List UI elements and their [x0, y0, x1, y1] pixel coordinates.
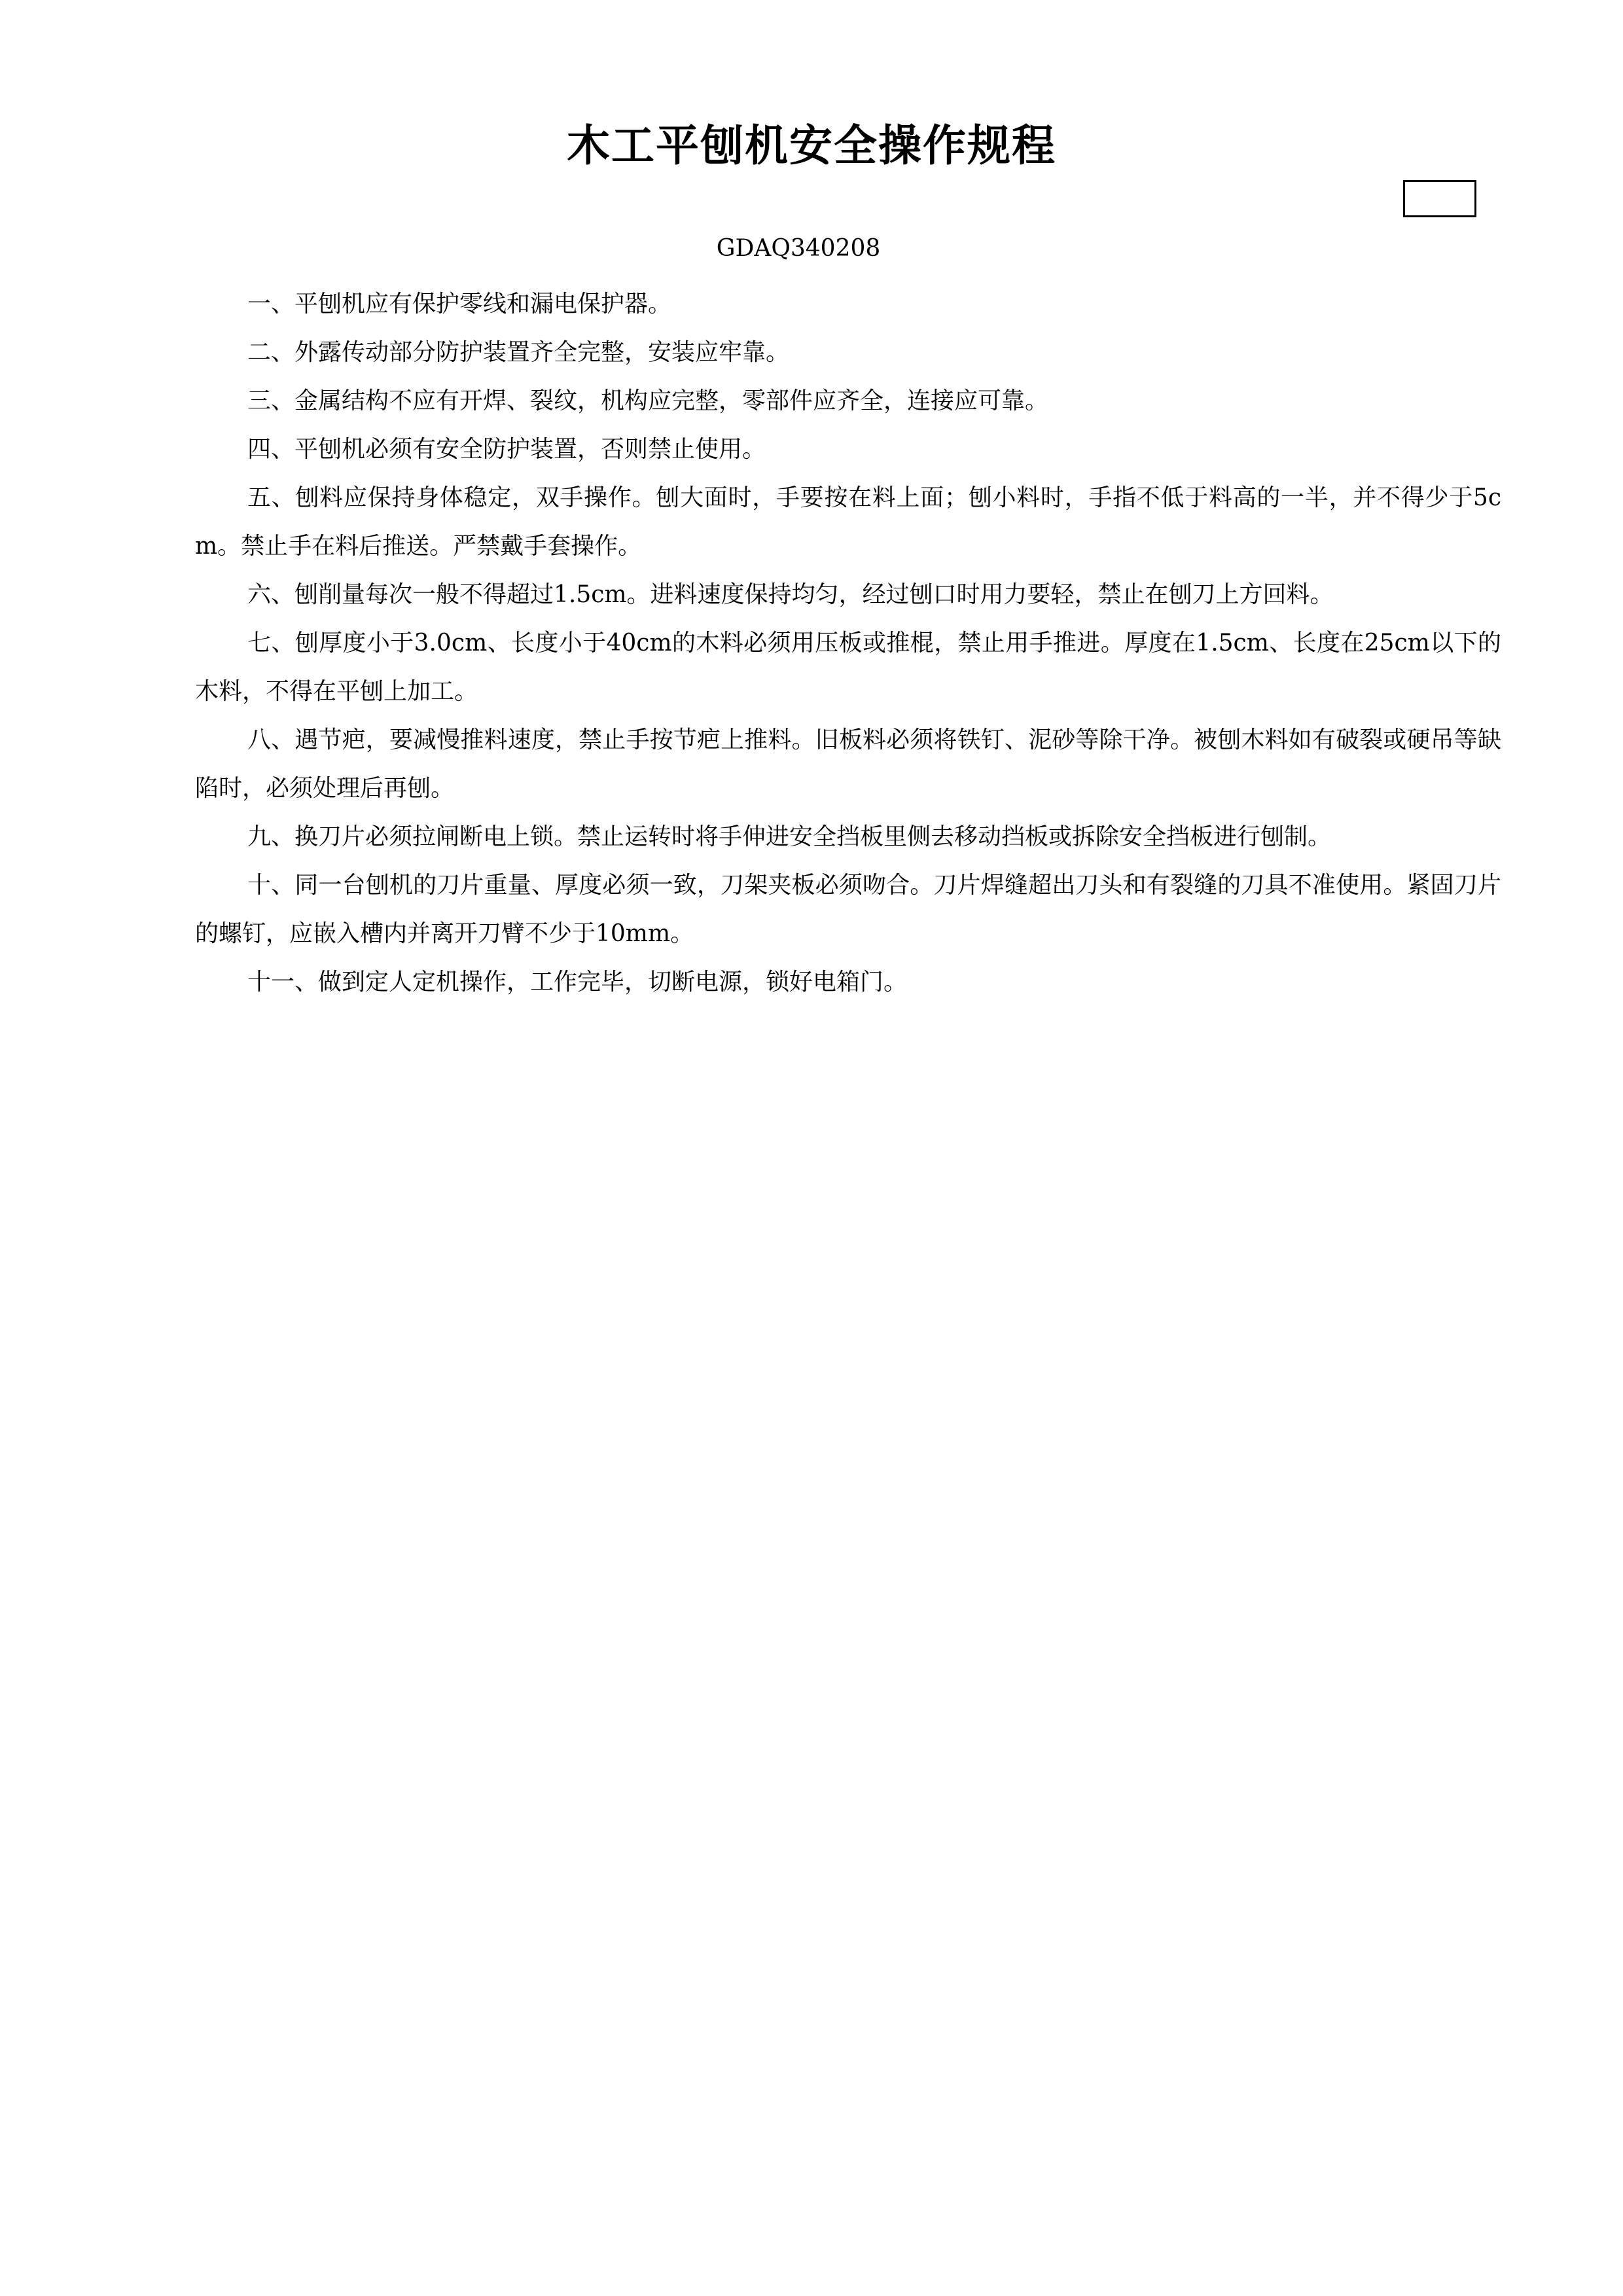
paragraph-8: 八、遇节疤，要减慢推料速度，禁止手按节疤上推料。旧板料必须将铁钉、泥砂等除干净。被刨木料如有破裂或硬吊等缺陷时，必须处理后再刨。 — [195, 726, 1501, 802]
paragraph-2: 二、外露传动部分防护装置齐全完整，安装应牢靠。 — [247, 339, 790, 366]
paragraph-11: 十一、做到定人定机操作，工作完毕，切断电源，锁好电箱门。 — [247, 969, 908, 996]
paragraph-10: 十、同一台刨机的刀片重量、厚度必须一致，刀架夹板必须吻合。刀片焊缝超出刀头和有裂缝的刀具不准使用。紧固刀片的螺钉，应嵌入槽内并离开刀臂不少于10mm。 — [195, 872, 1501, 947]
number-box — [1403, 180, 1476, 217]
document-title: 木工平刨机安全操作规程 — [567, 120, 1056, 171]
document-code: GDAQ340208 — [716, 235, 881, 262]
paragraph-6: 六、刨削量每次一般不得超过1.5cm。进料速度保持均匀，经过刨口时用力要轻，禁止在刨刀上方回料。 — [247, 581, 1334, 608]
document-body — [195, 280, 1501, 1007]
paragraph-3: 三、金属结构不应有开焊、裂纹，机构应完整，零部件应齐全，连接应可靠。 — [247, 387, 1049, 414]
paragraph-5: 五、刨料应保持身体稳定，双手操作。刨大面时，手要按在料上面；刨小料时，手指不低于料高的一半，并不得少于5cm。禁止手在料后推送。严禁戴手套操作。 — [195, 484, 1501, 560]
paragraph-1: 一、平刨机应有保护零线和漏电保护器。 — [247, 291, 672, 317]
paragraph-4: 四、平刨机必须有安全防护装置，否则禁止使用。 — [247, 436, 766, 463]
paragraph-7: 七、刨厚度小于3.0cm、长度小于40cm的木料必须用压板或推棍，禁止用手推进。厚度在1.5cm、长度在25cm以下的木料，不得在平刨上加工。 — [195, 630, 1501, 705]
paragraph-9: 九、换刀片必须拉闸断电上锁。禁止运转时将手伸进安全挡板里侧去移动挡板或拆除安全挡板进行刨制。 — [247, 823, 1332, 850]
